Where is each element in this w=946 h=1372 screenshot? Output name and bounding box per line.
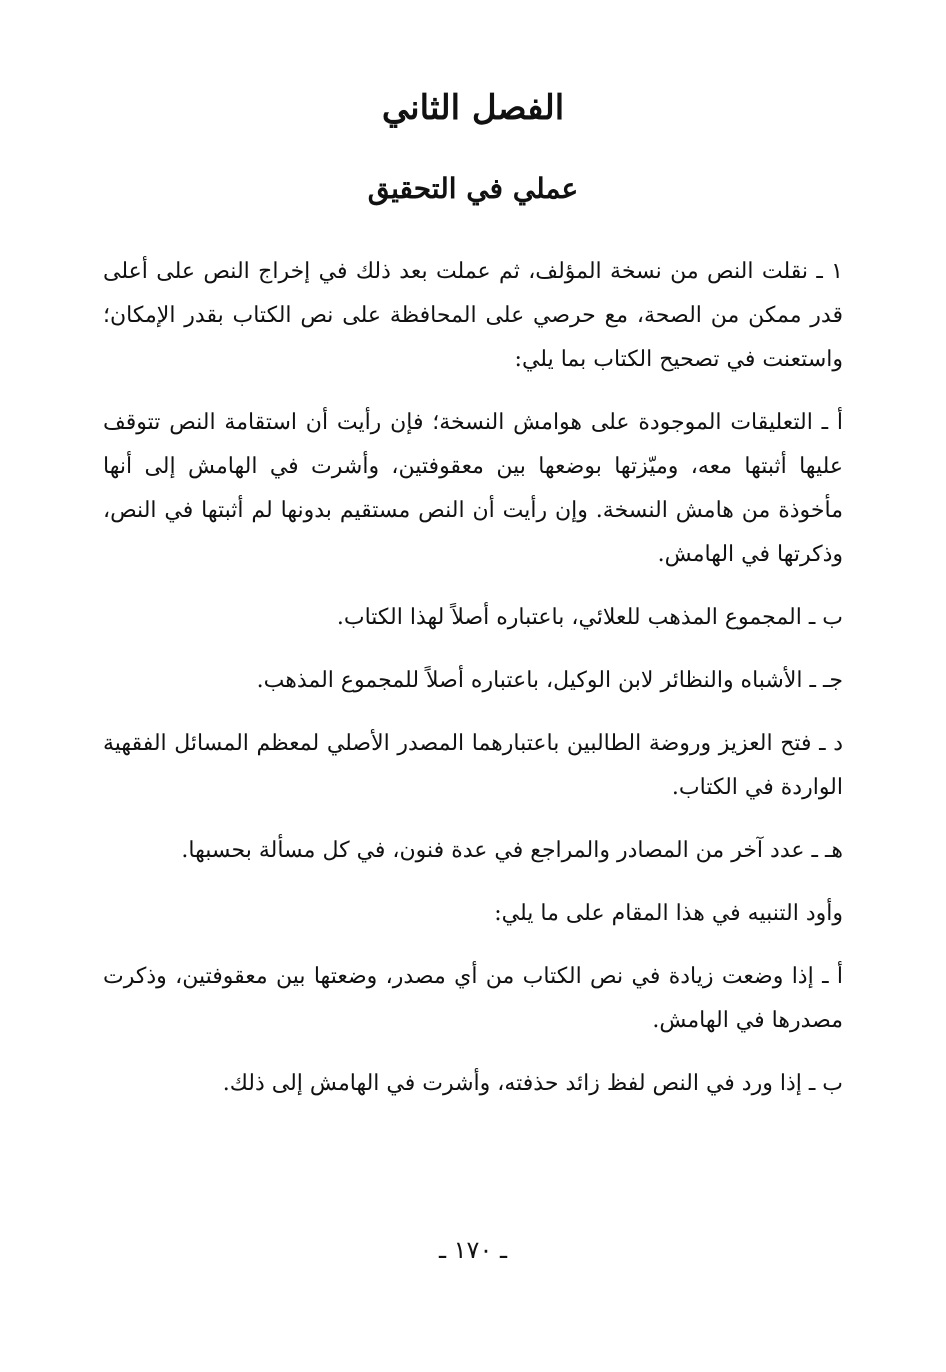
paragraph-item-jim: جـ ـ الأشباه والنظائر لابن الوكيل، باعتباره أصلاً للمجموع المذهب. <box>256 668 843 693</box>
paragraph-item-ha: هـ ـ عدد آخر من المصادر والمراجع في عدة فنون، في كل مسألة بحسبها. <box>181 838 843 863</box>
body-text <box>103 250 843 1125</box>
chapter-subtitle: عملي في التحقيق <box>367 172 579 205</box>
paragraph-note-ba: ب ـ إذا ورد في النص لفظ زائد حذفته، وأشرت في الهامش إلى ذلك. <box>222 1071 843 1096</box>
paragraph-note-alif: أ ـ إذا وضعت زيادة في نص الكتاب من أي مصدر، وضعتها بين معقوفتين، وذكرت مصدرها في الهامش. <box>103 964 843 1033</box>
page-number: ـ ١٧٠ ـ <box>438 1236 507 1264</box>
paragraph-1: ١ ـ نقلت النص من نسخة المؤلف، ثم عملت بعد ذلك في إخراج النص على أعلى قدر ممكن من الصحة، مع حرصي على المحافظة على نص الكتاب بقدر الإمكان؛ واستعنت في تصحيح الكتاب بما يلي: <box>103 259 843 372</box>
paragraph-item-ba: ب ـ المجموع المذهب للعلائي، باعتباره أصلاً لهذا الكتاب. <box>336 605 843 630</box>
paragraph-item-alif: أ ـ التعليقات الموجودة على هوامش النسخة؛ فإن رأيت أن استقامة النص تتوقف عليها أثبتها معه، وميّزتها بوضعها بين معقوفتين، وأشرت في الهامش إلى أنها مأخوذة من هامش النسخة. وإن رأيت أن النص مستقيم بدونها لم أثبتها في النص، وذكرتها في الهامش. <box>103 410 843 567</box>
paragraph-item-dal: د ـ فتح العزيز وروضة الطالبين باعتبارهما المصدر الأصلي لمعظم المسائل الفقهية الواردة في الكتاب. <box>103 731 843 800</box>
chapter-title: الفصل الثاني <box>381 88 565 128</box>
paragraph-note-intro: وأود التنبيه في هذا المقام على ما يلي: <box>494 901 843 926</box>
